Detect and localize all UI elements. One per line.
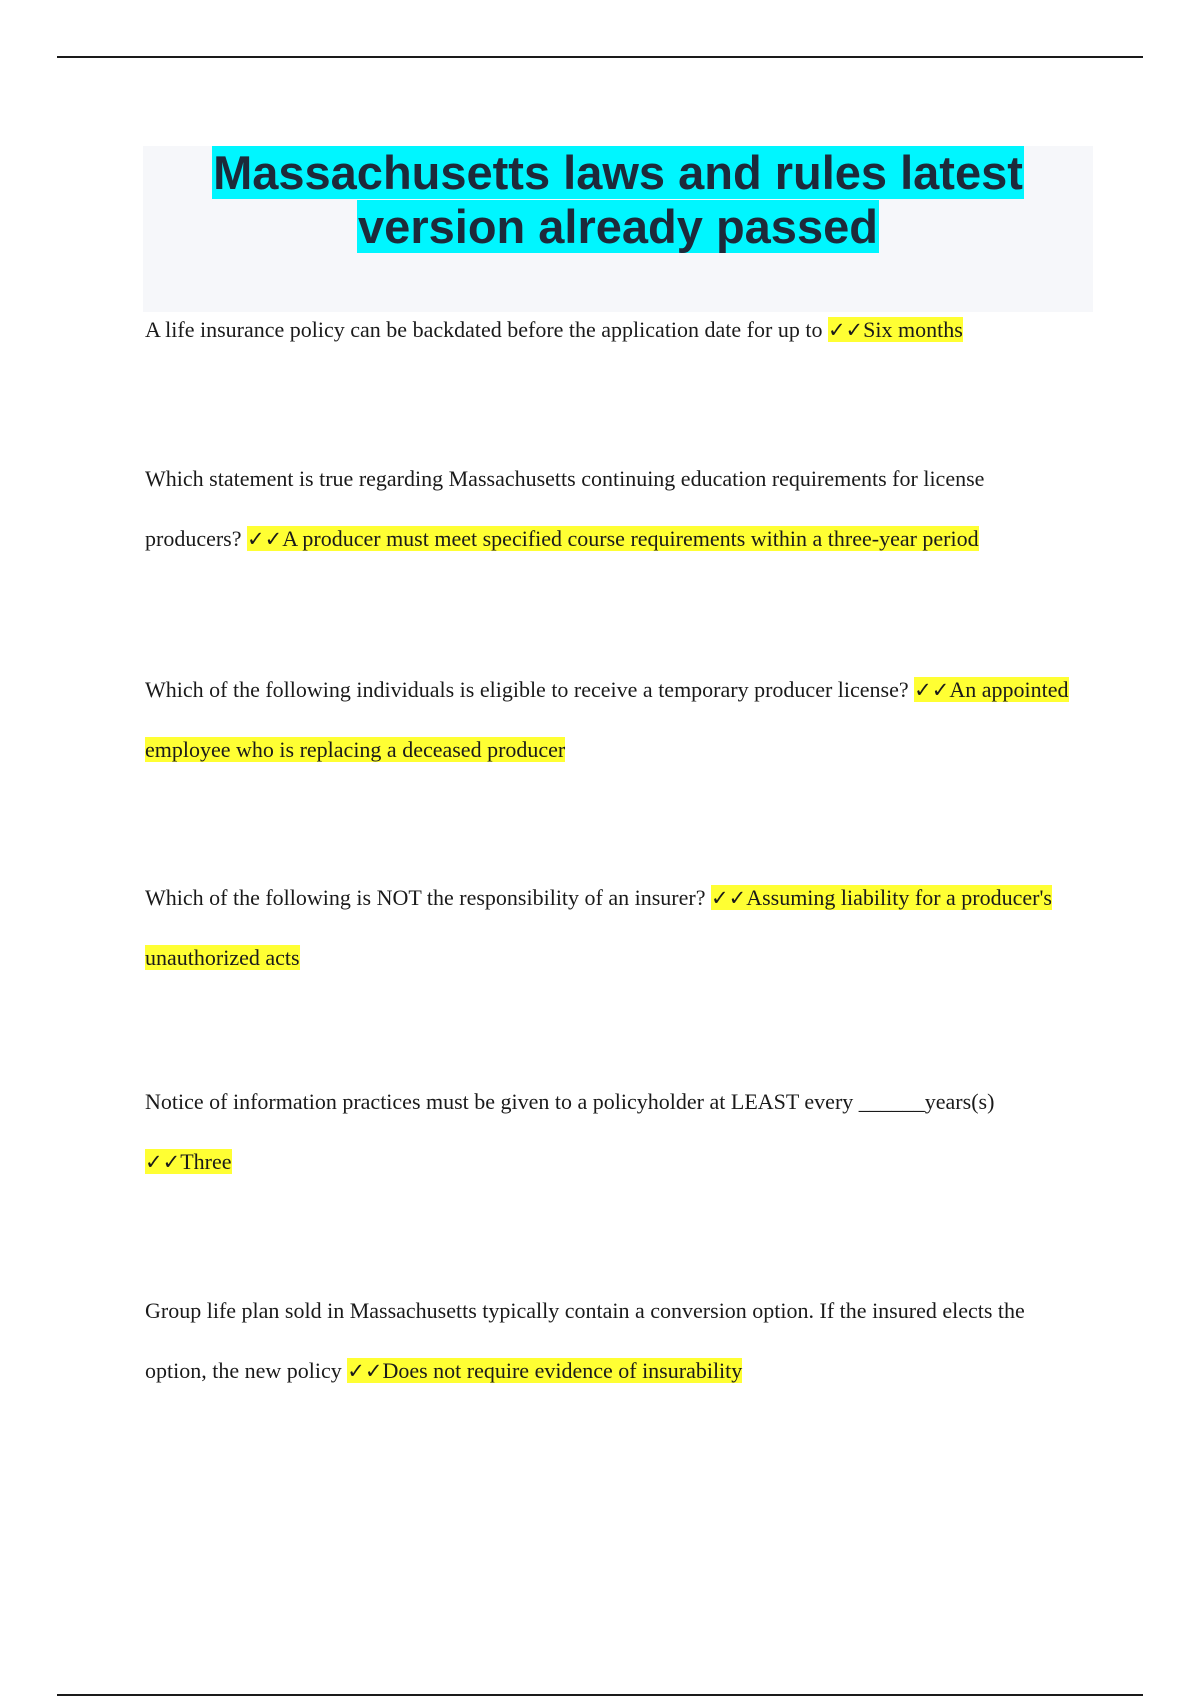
document-title: Massachusetts laws and rules latest version already passed (213, 146, 1023, 253)
qa-item-6 (145, 1281, 1085, 1401)
qa-item-2 (145, 449, 1085, 569)
double-check-icon: ✓✓ (914, 678, 950, 702)
answer-highlight (828, 317, 963, 342)
double-check-icon: ✓✓ (710, 886, 747, 910)
answer-text: Six months (863, 317, 963, 342)
double-check-icon: ✓✓ (145, 1150, 181, 1174)
bottom-rule (57, 1694, 1143, 1696)
top-rule (57, 56, 1143, 58)
answer-highlight (247, 526, 979, 551)
question-text: Which statement is true regarding Massachusetts continuing education requirements for license producers? (145, 466, 985, 551)
double-check-icon: ✓✓ (247, 527, 283, 551)
question-text: Notice of information practices must be given to a policyholder at LEAST every ______years(s) (145, 1089, 995, 1114)
question-text: Group life plan sold in Massachusetts typically contain a conversion option. If the insured elects the option, the new policy (145, 1298, 1025, 1383)
qa-item-3 (145, 660, 1085, 780)
answer-text: Three (180, 1149, 232, 1174)
answer-text: Assuming liability for a producer's unauthorized acts (145, 885, 1052, 970)
question-text: Which of the following is NOT the responsibility of an insurer? (145, 885, 706, 910)
answer-text: A producer must meet specified course requirements within a three-year period (282, 526, 979, 551)
answer-highlight (347, 1358, 742, 1383)
double-check-icon: ✓✓ (827, 318, 864, 342)
qa-item-4 (145, 868, 1085, 988)
qa-item-1 (145, 300, 1085, 360)
qa-item-5 (145, 1072, 1085, 1192)
question-text: Which of the following individuals is eligible to receive a temporary producer license? (145, 677, 909, 702)
double-check-icon: ✓✓ (347, 1359, 383, 1383)
answer-highlight (145, 1149, 232, 1174)
answer-text: Does not require evidence of insurability (382, 1358, 743, 1383)
question-text: A life insurance policy can be backdated before the application date for up to (145, 317, 823, 342)
answer-text: An appointed employee who is replacing a deceased producer (145, 677, 1069, 762)
